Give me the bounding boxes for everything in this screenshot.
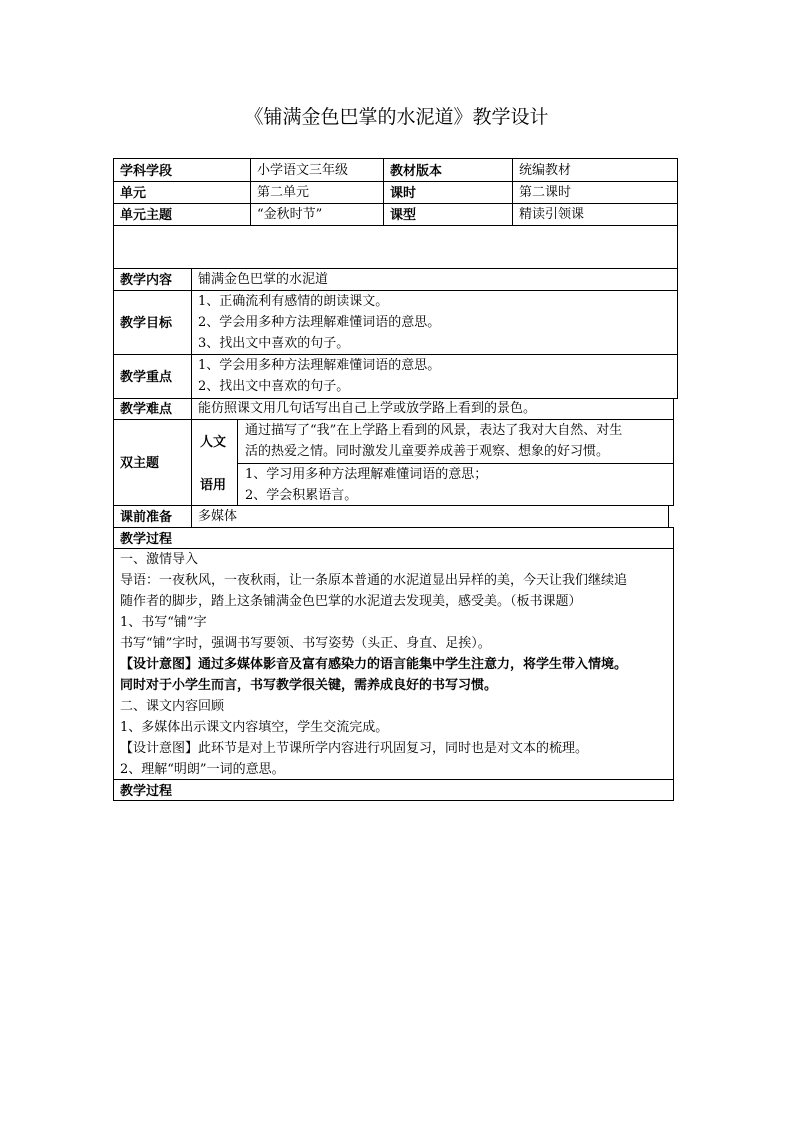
key-point-item: 1、学会用多种方法理解难懂词语的意思。 — [198, 358, 441, 373]
goals-label: 教学目标 — [120, 316, 173, 331]
process-line: 1、书写“铺”字 — [120, 615, 207, 630]
period-label: 课时 — [390, 186, 417, 201]
page-title: 《铺满金色巴掌的水泥道》教学设计 — [244, 106, 549, 128]
language-line: 2、学会积累语言。 — [245, 488, 358, 503]
col-divider — [383, 158, 384, 225]
key-points-label: 教学重点 — [120, 370, 173, 385]
preparation-value: 多媒体 — [198, 509, 238, 524]
process-label: 教学过程 — [120, 532, 173, 547]
preparation-table — [113, 505, 669, 528]
process-line: 随作者的脚步，踏上这条铺满金色巴掌的水泥道去发现美，感受美。（板书课题） — [120, 594, 582, 609]
goal-item: 1、正确流利有感情的朗读课文。 — [198, 294, 389, 309]
content-label: 教学内容 — [120, 273, 173, 288]
preparation-label: 课前准备 — [120, 510, 173, 525]
col-divider — [237, 419, 238, 506]
col-divider — [191, 505, 192, 528]
edition-label: 教材版本 — [390, 164, 443, 179]
process-line: 书写“铺”字时，强调书写要领、书写姿势（头正、身直、足挨）。 — [120, 636, 491, 651]
process-line: 2、理解“明朗”一词的意思。 — [120, 762, 285, 777]
process-line: 导语：一夜秋风，一夜秋雨，让一条原本普通的水泥道显出异样的美，今天让我们继续追 — [120, 573, 628, 588]
row-divider — [113, 225, 678, 226]
humanity-label: 人文 — [200, 435, 227, 450]
process-label-2: 教学过程 — [120, 784, 173, 799]
language-label: 语用 — [200, 478, 227, 493]
dual-theme-label: 双主题 — [120, 456, 160, 471]
humanity-line: 活的热爱之情。同时激发儿童要养成善于观察、想象的好习惯。 — [245, 444, 610, 459]
col-divider — [191, 398, 192, 506]
humanity-line: 通过描写了“我”在上学路上看到的风景，表达了我对大自然、对生 — [245, 423, 623, 438]
process-line-bold: 【设计意图】通过多媒体影音及富有感染力的语言能集中学生注意力，将学生带入情境。 — [120, 657, 628, 672]
difficulty-label: 教学难点 — [120, 402, 173, 417]
difficulty-value: 能仿照课文用几句话写出自己上学或放学路上看到的景色。 — [198, 401, 537, 416]
process-line: 1、多媒体出示课文内容填空，学生交流完成。 — [120, 720, 389, 735]
edition-value: 统编教材 — [519, 163, 572, 178]
goal-item: 2、学会用多种方法理解难懂词语的意思。 — [198, 315, 441, 330]
subject-value: 小学语文三年级 — [257, 163, 349, 178]
process-line: 【设计意图】此环节是对上节课所学内容进行巩固复习，同时也是对文本的梳理。 — [120, 741, 589, 756]
col-divider — [512, 158, 513, 225]
period-value: 第二课时 — [519, 185, 572, 200]
process-line: 二、课文内容回顾 — [120, 699, 225, 714]
col-divider — [250, 158, 251, 225]
content-value: 铺满金色巴掌的水泥道 — [198, 272, 329, 287]
theme-value: “金秋时节” — [257, 207, 323, 222]
type-label: 课型 — [390, 208, 417, 223]
process-line: 一、激情导入 — [120, 552, 199, 567]
key-point-item: 2、找出文中喜欢的句子。 — [198, 379, 350, 394]
process-line-bold: 同时对于小学生而言，书写教学很关键，需养成良好的书写习惯。 — [120, 678, 498, 693]
theme-label: 单元主题 — [120, 208, 173, 223]
unit-value: 第二单元 — [257, 185, 310, 200]
col-divider — [191, 268, 192, 399]
language-line: 1、学习用多种方法理解难懂词语的意思； — [245, 467, 488, 482]
goal-item: 3、找出文中喜欢的句子。 — [198, 336, 350, 351]
type-value: 精读引领课 — [519, 207, 585, 222]
unit-label: 单元 — [120, 186, 147, 201]
subject-label: 学科学段 — [120, 164, 173, 179]
